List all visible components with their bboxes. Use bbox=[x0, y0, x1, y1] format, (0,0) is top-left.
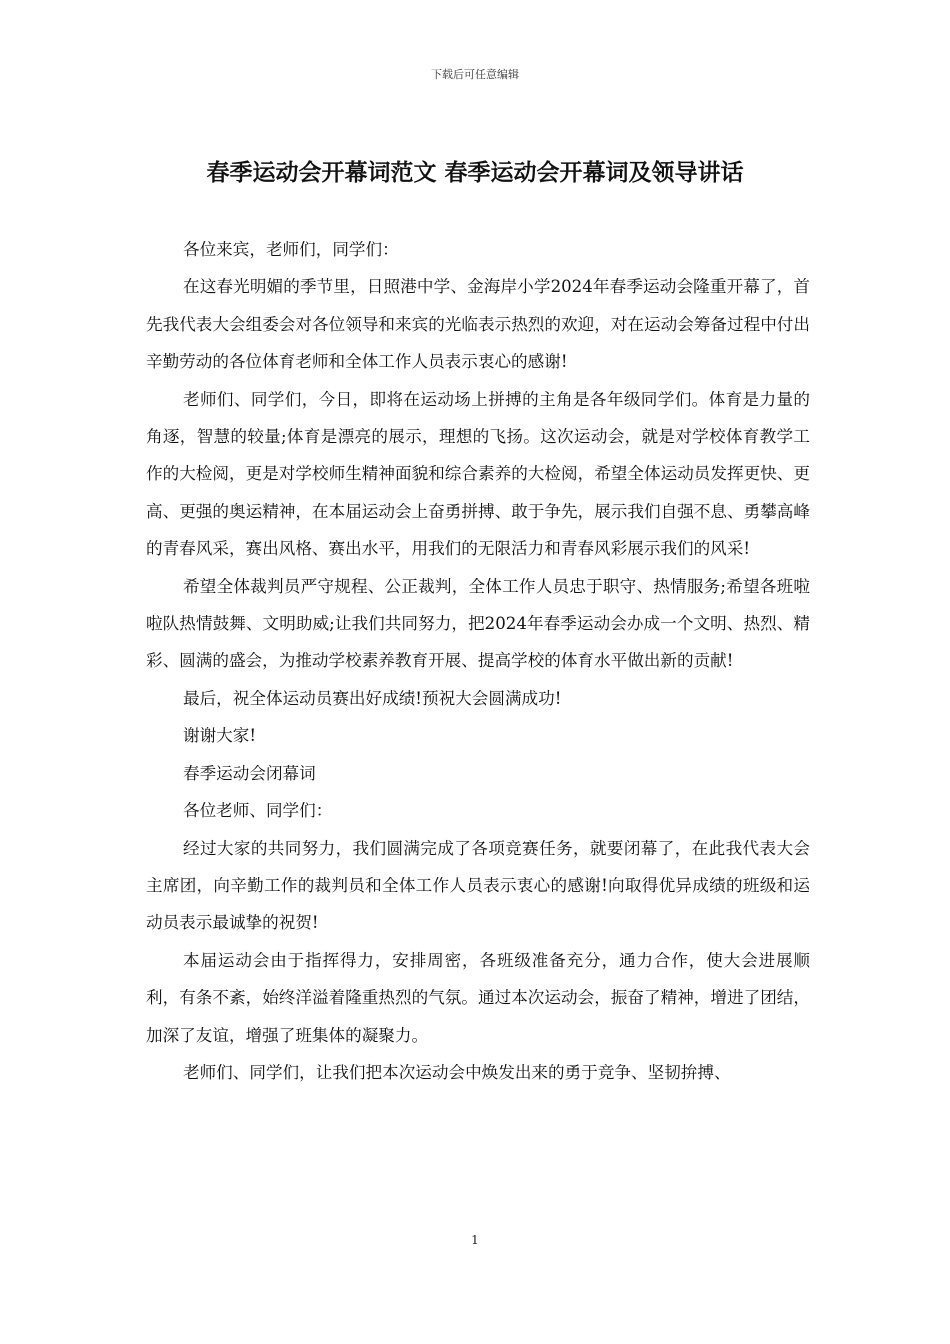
paragraph-wishes: 最后，祝全体运动员赛出好成绩!预祝大会圆满成功! bbox=[183, 688, 562, 708]
paragraph-referees: 希望全体裁判员严守规程、公正裁判，全体工作人员忠于职守、热情服务;希望各班啦啦队热情鼓舞、文明助威;让我们共同努力，把2024年春季运动会办成一个文明、热烈、精彩、圆满的盛会，为推动学校素养教育开展、提高学校的体育水平做出新的贡献! bbox=[146, 576, 810, 671]
document-title: 春季运动会开幕词范文 春季运动会开幕词及领导讲话 bbox=[206, 159, 744, 186]
document-body bbox=[146, 231, 810, 1091]
paragraph-greeting: 各位来宾，老师们，同学们： bbox=[183, 240, 399, 259]
paragraph-athletes: 老师们、同学们，今日，即将在运动场上拼搏的主角是各年级同学们。体育是力量的角逐，智慧的较量;体育是漂亮的展示，理想的飞扬。这次运动会，就是对学校体育教学工作的大检阅，更是对学校师生精神面貌和综合素养的大检阅，希望全体运动员发挥更快、更高、更强的奥运精神，在本届运动会上奋勇拼搏、敢于争先，展示我们自强不息、勇攀高峰的青春风采，赛出风格、赛出水平，用我们的无限活力和青春风彩展示我们的风采! bbox=[146, 389, 810, 559]
paragraph-closing-summary: 经过大家的共同努力，我们圆满完成了各项竞赛任务，就要闭幕了，在此我代表大会主席团，向辛勤工作的裁判员和全体工作人员表示衷心的感谢!向取得优异成绩的班级和运动员表示最诚挚的祝贺! bbox=[146, 838, 810, 933]
paragraph-closing-continued: 老师们、同学们，让我们把本次运动会中焕发出来的勇于竞争、坚韧拚搏、 bbox=[183, 1062, 731, 1082]
page-header-note: 下载后可任意编辑 bbox=[431, 68, 519, 81]
paragraph-opening: 在这春光明媚的季节里，日照港中学、金海岸小学2024年春季运动会隆重开幕了，首先我代表大会组委会对各位领导和来宾的光临表示热烈的欢迎，对在运动会筹备过程中付出辛勤劳动的各位体育老师和全体工作人员表示衷心的感谢! bbox=[146, 277, 810, 372]
section-heading-closing: 春季运动会闭幕词 bbox=[183, 763, 316, 783]
paragraph-closing-review: 本届运动会由于指挥得力，安排周密，各班级准备充分，通力合作，使大会进展顺利，有条不紊，始终洋溢着隆重热烈的气氛。通过本次运动会，振奋了精神，增进了团结，加深了友谊，增强了班集体的凝聚力。 bbox=[146, 950, 810, 1045]
paragraph-closing-greeting: 各位老师、同学们： bbox=[183, 801, 333, 821]
paragraph-thanks: 谢谢大家! bbox=[183, 726, 257, 746]
page-number: 1 bbox=[471, 1233, 479, 1247]
